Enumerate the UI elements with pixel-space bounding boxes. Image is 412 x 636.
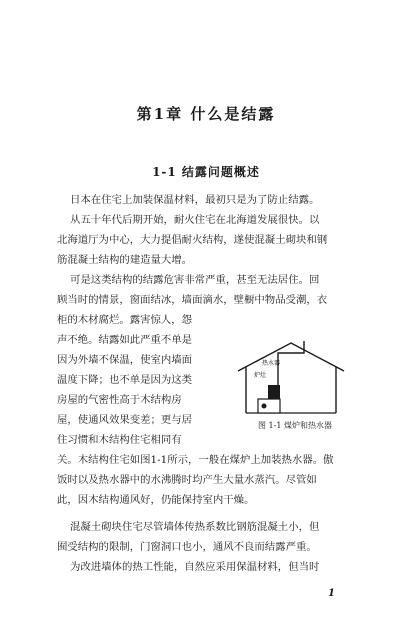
paragraph-2-line-7: 房屋的气密性高于木结构房 bbox=[57, 394, 182, 406]
figure-caption: 图 1-1 煤炉和热水器 bbox=[258, 421, 332, 430]
water-heater bbox=[268, 385, 280, 399]
paragraph-3-line-3: 为改进墙体的热工性能，自然应采用保温材料，但当时 bbox=[70, 561, 320, 573]
paragraph-1-line-3: 北海道厅为中心，大力提倡耐火结构，遂使混凝土砌块和钢 bbox=[57, 234, 328, 246]
stove bbox=[258, 399, 280, 413]
section-title: 1-1 结露问题概述 bbox=[152, 165, 260, 179]
paragraph-2-line-4: 声不绝。结露如此严重不单是 bbox=[57, 334, 193, 346]
paragraph-1-line-2: 从五十年代后期开始，耐火住宅在北海道发展很快。以 bbox=[70, 214, 320, 226]
paragraph-2-line-10: 关。木结构住宅如图1-1所示，一般在煤炉上加装热水器。傲 bbox=[57, 454, 334, 466]
paragraph-2-line-11: 饭时以及热水器中的水沸腾时均产生大量水蒸汽。尽管如 bbox=[57, 474, 317, 486]
paragraph-2-line-12: 此，因木结构通风好，仍能保持室内干燥。 bbox=[57, 494, 255, 506]
paragraph-3-line-2: 囿受结构的限制，门窗洞口也小，通风不良而结露严重。 bbox=[57, 541, 317, 553]
paragraph-1-line-1: 日本在住宅上加装保温材料，最初只是为了防止结露。 bbox=[70, 194, 320, 206]
chapter-title: 第1章 什么是结露 bbox=[136, 105, 276, 123]
paragraph-2-line-9: 住习惯和木结构住宅相同有 bbox=[57, 434, 182, 446]
roof-outline bbox=[238, 343, 344, 371]
stove-label: 炉灶 bbox=[254, 372, 267, 379]
paragraph-2-line-3: 柜的木材腐烂。露害惊人，怨 bbox=[57, 314, 193, 326]
paragraph-3-line-1: 混凝土砌块住宅尽管墙体传热系数比钢筋混凝土小，但 bbox=[70, 521, 320, 533]
stove-burner bbox=[262, 404, 267, 409]
paragraph-2-line-6: 温度下降；也不单是因为这类 bbox=[57, 374, 193, 386]
heater-label: 热水器 bbox=[262, 360, 281, 367]
stove-heater-figure bbox=[232, 337, 350, 415]
page-number: 1 bbox=[328, 588, 335, 599]
paragraph-2-line-5: 因为外墙不保温，使室内墙面 bbox=[57, 354, 193, 366]
paragraph-2-line-2: 顾当时的情景，窗面结冰，墙面滴水，壁橱中物品受潮，衣 bbox=[57, 294, 328, 306]
paragraph-1-line-4: 筋混凝土结构的建造量大增。 bbox=[57, 254, 193, 266]
paragraph-2-line-8: 屋，使通风效果变差；更与居 bbox=[57, 414, 193, 426]
paragraph-2-line-1: 可是这类结构的结露危害非常严重，甚至无法居住。回 bbox=[70, 274, 320, 286]
